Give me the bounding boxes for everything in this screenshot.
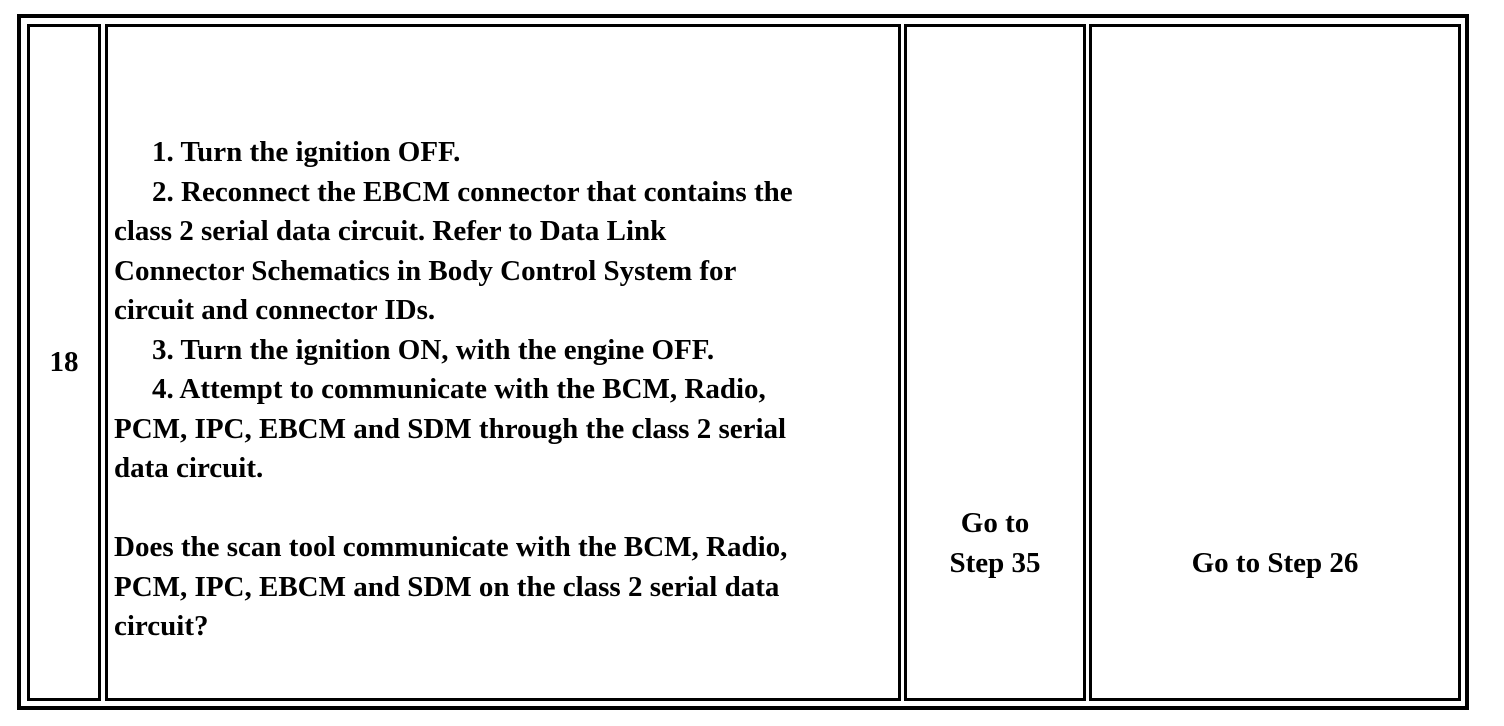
question-line-2: PCM, IPC, EBCM and SDM on the class 2 serial data (114, 570, 780, 603)
step-number: 18 (49, 346, 79, 378)
step-number-cell (27, 24, 101, 701)
yes-cell (904, 24, 1086, 701)
no-result: Go to Step 26 (1191, 547, 1359, 579)
action-step-2-line-3: Connector Schematics in Body Control System for (114, 254, 737, 287)
action-step-4-line-3: data circuit. (114, 452, 264, 484)
yes-result (907, 503, 1083, 583)
spacer (114, 489, 898, 529)
question-line-1: Does the scan tool communicate with the BCM, Radio, (114, 531, 788, 563)
action-step-3: 3. Turn the ignition ON, with the engine OFF. (152, 333, 715, 366)
action-step-4-line-2: PCM, IPC, EBCM and SDM through the class 2 serial (114, 412, 787, 445)
no-cell (1089, 24, 1461, 701)
action-cell (105, 24, 901, 701)
question-line-3: circuit? (114, 610, 209, 642)
action-step-4-line-1: 4. Attempt to communicate with the BCM, Radio, (152, 373, 766, 405)
action-step-2-line-1: 2. Reconnect the EBCM connector that contains the (152, 175, 793, 208)
action-step-1: 1. Turn the ignition OFF. (152, 136, 461, 168)
yes-result-line-1: Go to (960, 507, 1030, 539)
action-step-2-line-2: class 2 serial data circuit. Refer to Data Link (114, 215, 667, 247)
yes-result-line-2: Step 35 (949, 547, 1041, 579)
action-text (114, 133, 898, 647)
action-step-2-line-4: circuit and connector IDs. (114, 294, 436, 326)
